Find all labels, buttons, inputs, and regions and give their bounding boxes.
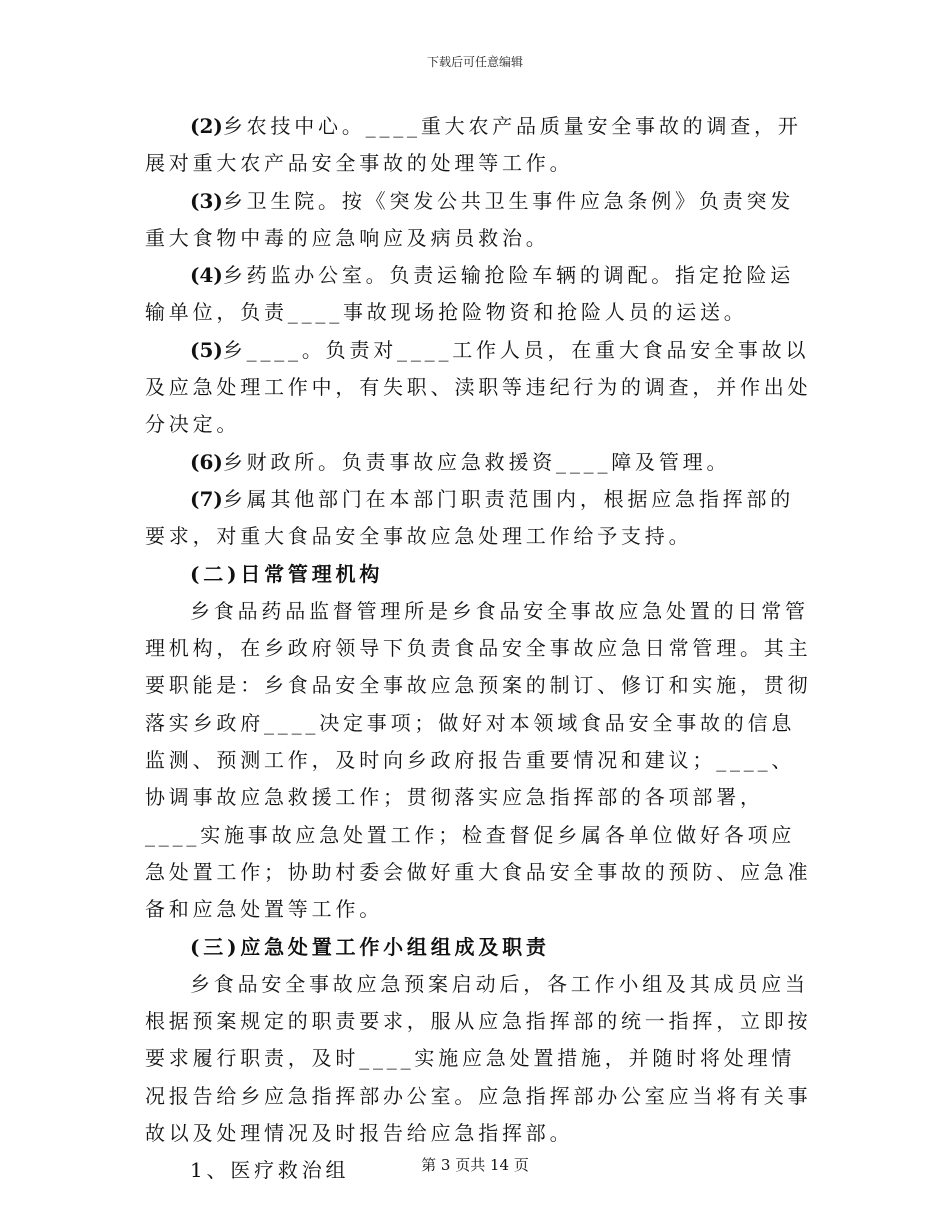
- list-item: [145, 481, 815, 556]
- item-number: (6): [190, 449, 223, 474]
- page-footer: 第 3 页共 14 页: [421, 1156, 529, 1174]
- list-item: [145, 108, 815, 183]
- item-number: (2): [190, 114, 223, 138]
- list-item: [145, 332, 815, 444]
- section-body: 乡食品药品监督管理所是乡食品安全事故应急处置的日常管理机构，在乡政府领导下负责食品安全事故应急日常管理。其主要职能是：乡食品安全事故应急预案的制订、修订和实施，贯彻落实乡政府____决定事项；做好对本领域食品安全事故的信息监测、预测工作，及时向乡政府报告重要情况和建议；____、协调事故应急救援工作；贯彻落实应急指挥部的各项部署，____实施事故应急处置工作；检查督促乡属各单位做好各项应急处置工作；协助村委会做好重大食品安全事故的预防、应急准备和应急处置等工作。: [145, 598, 812, 922]
- page-header: 下载后可任意编辑: [426, 55, 523, 69]
- item-number: (5): [190, 337, 223, 362]
- item-text: 乡农技中心。____重大农产品质量安全事故的调查，开展对重大农产品安全事故的处理等工作。: [145, 114, 802, 176]
- document-body: [145, 108, 815, 1190]
- section-body: 乡食品安全事故应急预案启动后，各工作小组及其成员应当根据预案规定的职责要求，服从应急指挥部的统一指挥，立即按要求履行职责，及时____实施应急处置措施，并随时将处理情况报告给乡应急指挥部办公室。应急指挥部办公室应当将有关事故以及处理情况及时报告给应急指挥部。: [145, 971, 812, 1146]
- item-text: 乡药监办公室。负责运输抢险车辆的调配。指定抢险运输单位，负责____事故现场抢险物资和抢险人员的运送。: [145, 263, 795, 325]
- section-heading: (三)应急处置工作小组组成及职责: [190, 934, 550, 959]
- section-heading: (二)日常管理机构: [190, 561, 384, 586]
- list-item: [145, 444, 815, 481]
- item-number: (4): [190, 263, 223, 288]
- subsection-heading: 1、医疗救治组: [190, 1158, 350, 1183]
- item-text: 乡____。负责对____工作人员，在重大食品安全事故以及应急处理工作中，有失职、渎职等违纪行为的调查，并作出处分决定。: [145, 337, 812, 437]
- item-text: 乡属其他部门在本部门职责范围内，根据应急指挥部的要求，对重大食品安全事故应急处理工作给予支持。: [145, 486, 795, 549]
- item-number: (7): [190, 486, 223, 511]
- list-item: [145, 257, 815, 332]
- item-text: 乡卫生院。按《突发公共卫生事件应急条例》负责突发重大食物中毒的应急响应及病员救治。: [145, 188, 795, 250]
- item-text: 乡财政所。负责事故应急救援资____障及管理。: [222, 449, 731, 474]
- item-number: (3): [190, 188, 223, 213]
- list-item: [145, 183, 815, 258]
